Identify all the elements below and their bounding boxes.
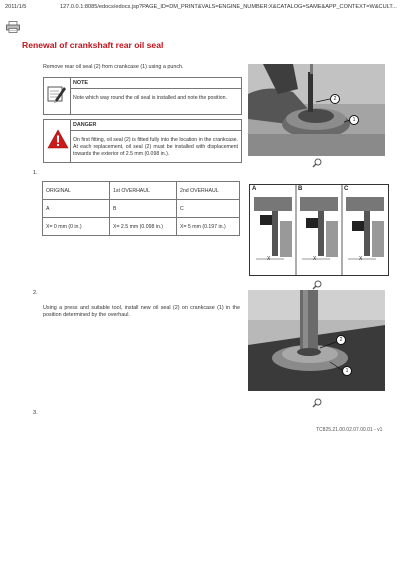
callout-2: 2 bbox=[336, 335, 346, 345]
table-cell: B bbox=[110, 200, 177, 218]
dimension-label: X bbox=[267, 256, 271, 262]
note-box bbox=[43, 77, 242, 115]
overhaul-table bbox=[42, 181, 240, 236]
printer-icon[interactable] bbox=[6, 20, 20, 38]
table-cell: X= 0 mm (0 in.) bbox=[43, 218, 110, 236]
seal-position-diagram bbox=[249, 184, 389, 276]
table-cell: A bbox=[43, 200, 110, 218]
table-header-2nd-overhaul: 2nd OVERHAUL bbox=[177, 182, 240, 200]
page-url: 127.0.0.1:8085/edocs/edocs.jsp?PAGE_ID=DM_PRINT&VALS=ENGINE_NUMBER:X&CATALOG=SAME&APP_CONTEXT=W&CULT... bbox=[60, 4, 397, 10]
magnifier-icon[interactable] bbox=[312, 398, 322, 410]
callout-1: 1 bbox=[342, 366, 352, 376]
table-header-original: ORIGINAL bbox=[43, 182, 110, 200]
danger-warning-icon bbox=[47, 129, 69, 154]
dimension-label: X bbox=[359, 256, 363, 262]
step3-text: Using a press and suitable tool, install new oil seal (2) on crankcase (1) in the position determined by the overhaul. bbox=[43, 305, 240, 318]
note-heading: NOTE bbox=[73, 80, 88, 86]
page-title: Renewal of crankshaft rear oil seal bbox=[22, 40, 164, 50]
diagram-label-c: C bbox=[344, 186, 349, 192]
danger-box bbox=[43, 119, 242, 163]
figure-code: TC825.21.00.02.07.00.01 - v1 bbox=[316, 427, 383, 433]
step1-intro: Remove rear oil seal (2) from crankcase (1) using a punch. bbox=[43, 64, 184, 70]
diagram-label-b: B bbox=[298, 186, 303, 192]
callout-1: 1 bbox=[349, 115, 359, 125]
table-header-1st-overhaul: 1st OVERHAUL bbox=[110, 182, 177, 200]
note-text: Note which way round the oil seal is installed and note the position. bbox=[73, 95, 227, 101]
danger-heading: DANGER bbox=[73, 122, 97, 128]
table-cell: C bbox=[177, 200, 240, 218]
photo-oil-seal-removal bbox=[248, 64, 385, 156]
step-number-3: 3. bbox=[33, 410, 38, 416]
step-number-1: 1. bbox=[33, 170, 38, 176]
table-cell: X= 2.5 mm (0.098 in.) bbox=[110, 218, 177, 236]
danger-text: On first fitting, oil seal (2) is fitted fully into the location in the crankcase. At each replacement, oil seal (2) must be installed with displacement towards the exterior of 2.5 mm (0.098 in.). bbox=[73, 137, 238, 157]
photo-oil-seal-installation bbox=[248, 290, 385, 391]
table-cell: X= 5 mm (0.197 in.) bbox=[177, 218, 240, 236]
table-row bbox=[43, 200, 240, 218]
step-number-2: 2. bbox=[33, 290, 38, 296]
print-date: 2011/1/5 bbox=[5, 4, 27, 10]
magnifier-icon[interactable] bbox=[312, 158, 322, 170]
table-row bbox=[43, 218, 240, 236]
dimension-label: X bbox=[313, 256, 317, 262]
table-row bbox=[43, 182, 240, 200]
diagram-label-a: A bbox=[252, 186, 257, 192]
note-pencil-icon bbox=[47, 84, 67, 109]
callout-2: 2 bbox=[330, 94, 340, 104]
